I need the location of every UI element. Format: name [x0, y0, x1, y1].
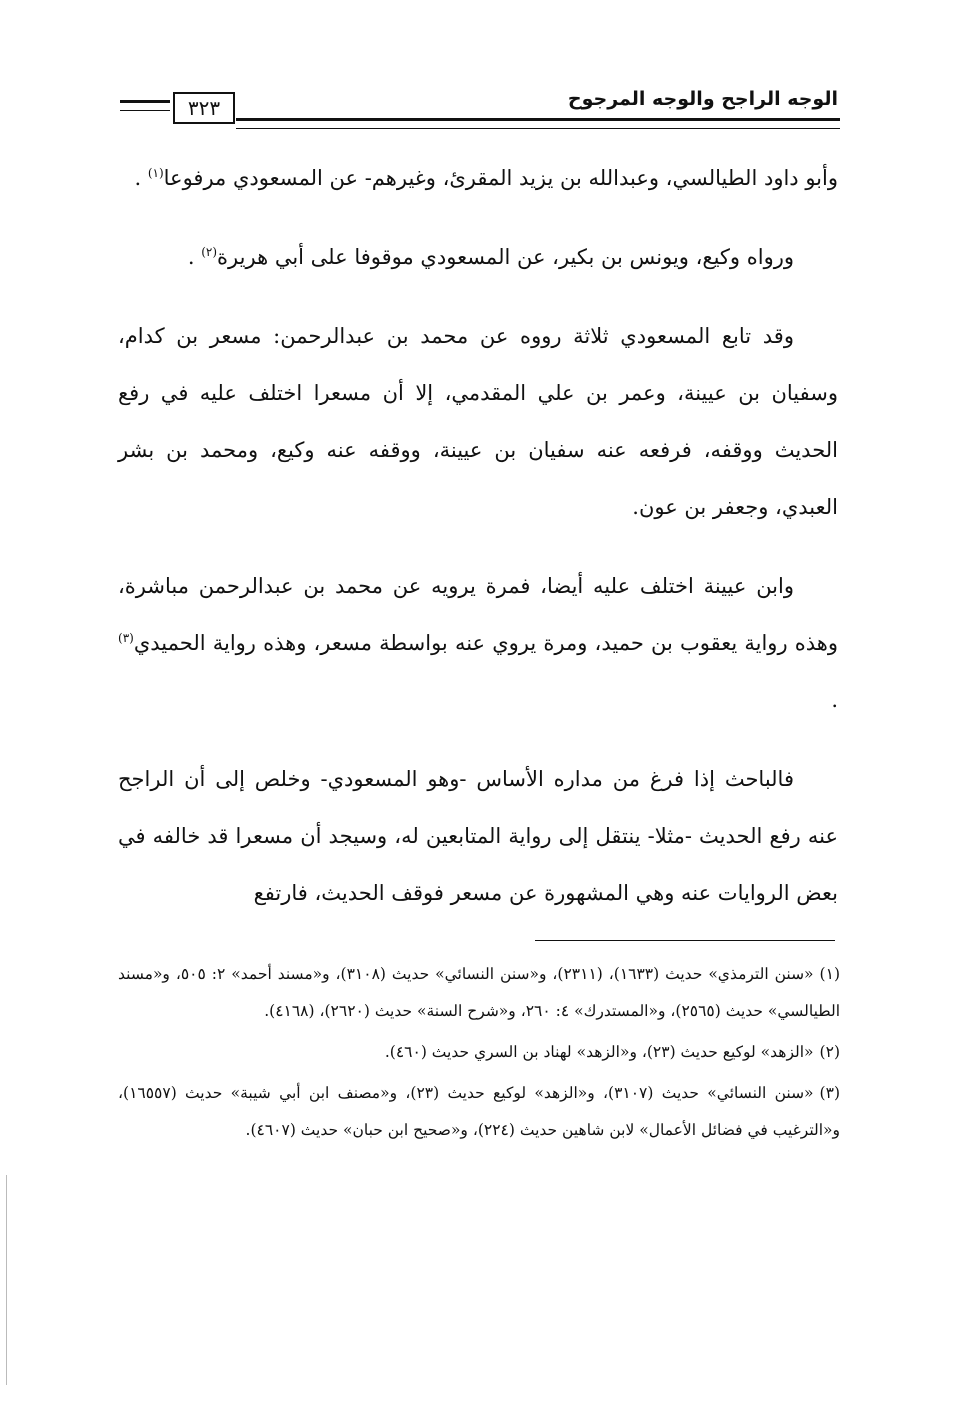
paragraph: ورواه وكيع، ويونس بن بكير، عن المسعودي موقوفا على أبي هريرة$^{(٢)}$ .: [187, 245, 794, 269]
paragraph: وابن عيينة اختلف عليه أيضا، فمرة يرويه عن محمد بن عبدالرحمن مباشرة، وهذه رواية يعقوب بن حميد، ومرة يروي عنه بواسطة مسعر، وهذه رواية الحميدي$^{(٣)}$ .: [118, 574, 838, 712]
header-rule-left-thin: [120, 110, 170, 111]
footnote-text: «سنن النسائي» حديث (٣١٠٧)، و«الزهد» لوكيع حديث (٢٣)، و«مصنف ابن أبي شيبة» حديث (١٦٥٥٧)، و«الترغيب في فضائل الأعمال» لابن شاهين حديث (٢٢٤)، و«صحيح ابن حبان» حديث (٤٦٠٧).: [118, 1084, 840, 1139]
footnotes: [118, 956, 840, 1153]
paragraph: وأبو داود الطيالسي، وعبدالله بن يزيد المقرئ، وغيرهم- عن المسعودي مرفوعا$^{(١)}$ .: [134, 166, 838, 190]
footnote: [118, 956, 840, 1030]
footnote-number: (١): [819, 965, 840, 983]
running-header: [120, 88, 840, 134]
header-rule-right-thick: [236, 118, 840, 121]
header-rule-left-thick: [120, 100, 170, 103]
footnote-ref: (١): [147, 166, 164, 180]
scan-edge-mark: [6, 1175, 7, 1385]
footnote-ref: (٢): [201, 245, 218, 259]
footnote: [118, 1034, 840, 1071]
paragraph: وقد تابع المسعودي ثلاثة رووه عن محمد بن عبدالرحمن: مسعر بن كدام، وسفيان بن عيينة، وعمر بن علي المقدمي، إلا أن مسعرا اختلف عليه في رفع الحديث ووقفه، فرفعه عنه سفيان بن عيينة، ووقفه عنه وكيع، ومحمد بن بشر العبدي، وجعفر بن عون.: [118, 324, 839, 519]
footnote-ref: (٣): [118, 631, 134, 645]
paragraph: فالباحث إذا فرغ من مداره الأساس -وهو المسعودي- وخلص إلى أن الراجح عنه رفع الحديث -مثلا- ينتقل إلى رواية المتابعين له، وسيجد أن مسعرا قد خالفه في بعض الروايات عنه وهي المشهورة عن مسعر فوقف الحديث، فارتفع: [118, 767, 838, 905]
footnote-separator: [535, 940, 835, 941]
page-number: ٣٢٣: [173, 92, 235, 124]
running-title: الوجه الراجح والوجه المرجوح: [567, 88, 838, 110]
header-rule-right-thin: [236, 128, 840, 129]
footnote-text: «الزهد» لوكيع حديث (٢٣)، و«الزهد» لهناد بن السري حديث (٤٦٠).: [384, 1043, 814, 1061]
footnote-text: «سنن الترمذي» حديث (١٦٣٣)، (٢٣١١)، و«سنن النسائي» حديث (٣١٠٨)، و«مسند أحمد» ٢: ٥٠٥، و«مسند الطيالسي» حديث (٢٥٦٥)، و«المستدرك» ٤: ٢٦٠، و«شرح السنة» حديث (٢٦٢٠)، (٤١٦٨).: [118, 965, 840, 1020]
main-text: [118, 150, 838, 944]
footnote: [118, 1075, 840, 1149]
footnote-number: (٢): [819, 1043, 840, 1061]
footnote-number: (٣): [819, 1084, 840, 1102]
